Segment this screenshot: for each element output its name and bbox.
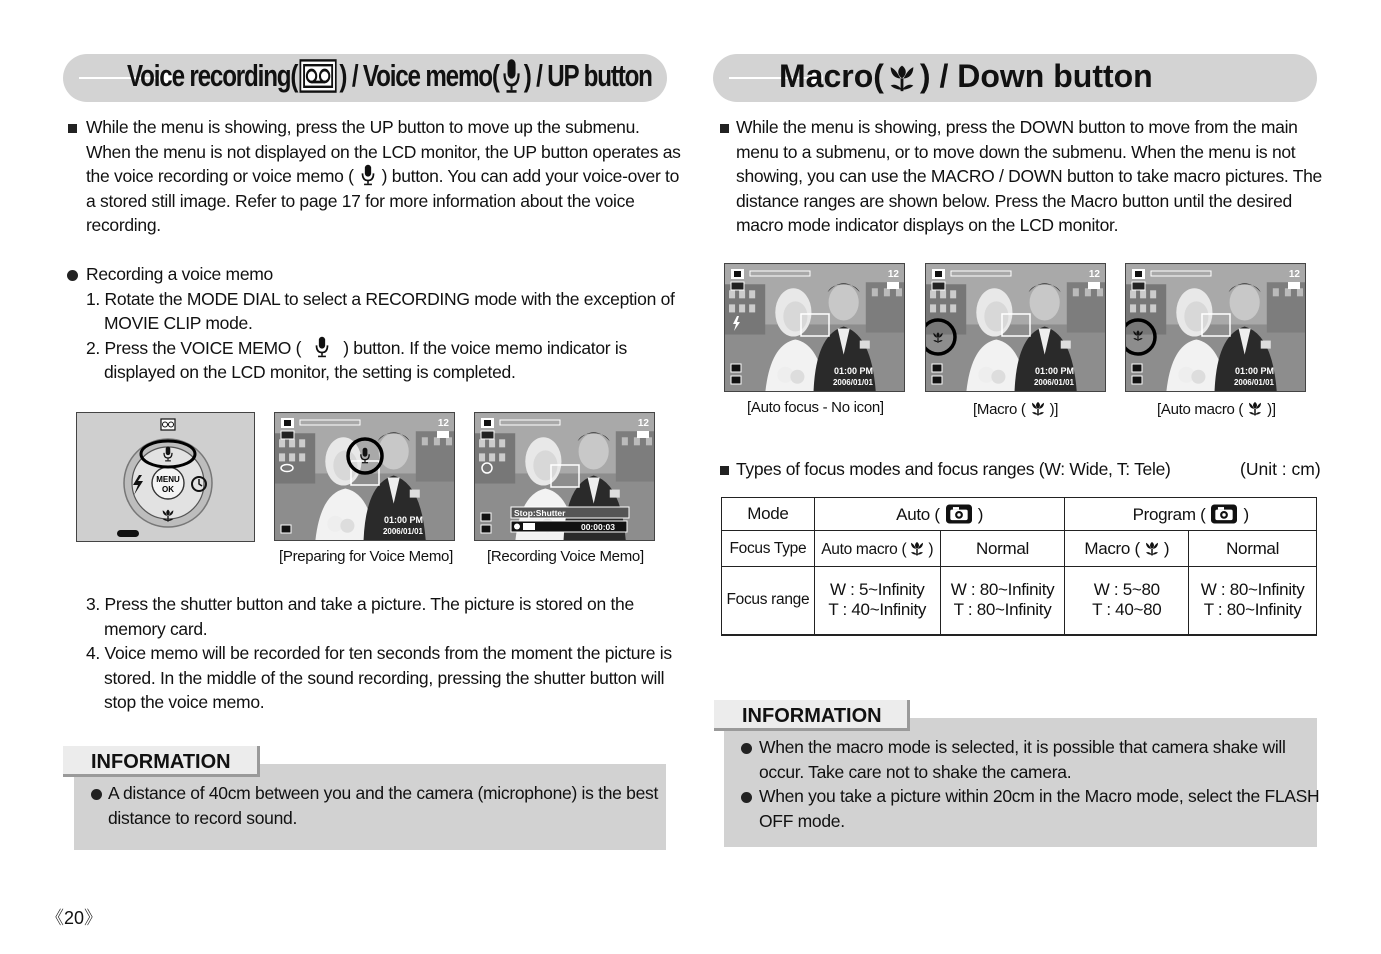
range-wide: W : 80~Infinity (950, 580, 1055, 600)
shots-remaining: 12 (437, 418, 449, 429)
auto-macro-icon (1246, 399, 1264, 417)
shots-remaining: 12 (887, 269, 899, 280)
table-cell-range (1189, 567, 1317, 635)
range-tele: T : 40~80 (1092, 600, 1162, 620)
unit-label: (Unit : cm) (1240, 459, 1321, 479)
circle-bullet (91, 789, 102, 800)
text-part: )] (1049, 401, 1059, 418)
step-2-line: displayed on the LCD monitor, the setting is completed. (104, 362, 516, 383)
lcd-time: 01:00 PM (1034, 366, 1074, 376)
step-4-line: 4. Voice memo will be recorded for ten seconds from the moment the picture is (86, 643, 672, 664)
range-wide: W : 5~Infinity (829, 580, 925, 600)
step-4-line: stop the voice memo. (104, 692, 265, 713)
table-row (722, 531, 1317, 567)
left-information-text (108, 781, 658, 830)
lcd-date: 2006/01/01 (832, 378, 873, 387)
info-line: A distance of 40cm between you and the camera (microphone) is the best (108, 783, 659, 803)
range-wide: W : 5~80 (1093, 580, 1160, 600)
table-cell-auto-macro (814, 531, 940, 567)
page-number: 《20》 (46, 908, 103, 928)
caption-auto-macro (1157, 399, 1276, 418)
microphone-icon (501, 58, 521, 94)
text-line: While the menu is showing, press the UP button to move up the submenu. (86, 117, 640, 137)
auto-macro-screen (1125, 263, 1306, 392)
text-part: [Auto macro ( (1157, 401, 1244, 418)
title-part-voice-recording: Voice recording( (127, 58, 298, 93)
stop-shutter-label: Stop:Shutter (514, 508, 566, 518)
text-line: When the menu is not displayed on the LCD monitor, the UP button operates as (86, 141, 681, 162)
auto-macro-icon (908, 539, 926, 557)
text-line: menu to a submenu, or to move down the submenu. When the menu is not (736, 141, 1296, 162)
circle-bullet (741, 792, 752, 803)
preparing-voice-memo-screen (274, 412, 455, 541)
table-cell-auto (814, 498, 1065, 531)
text-part: )] (1267, 401, 1276, 418)
table-cell-program (1065, 498, 1317, 531)
table-cell-range (1065, 567, 1189, 635)
text-line: distance ranges are shown below. Press the Macro button until the desired (736, 190, 1292, 211)
microphone-icon (311, 336, 333, 358)
step-2-line (86, 336, 675, 361)
right-information-text (759, 735, 1319, 833)
types-of-focus-line: Types of focus modes and focus ranges (W: Wide, T: Tele) (736, 459, 1171, 479)
text-part: ) button. You can add your voice-over to (381, 166, 680, 187)
caption-macro (973, 399, 1058, 418)
text-part: Program ( (1132, 504, 1206, 524)
info-line: When you take a picture within 20cm in the Macro mode, select the FLASH (759, 786, 1320, 807)
right-section-title (779, 58, 1153, 95)
text-part: ) (1163, 538, 1170, 558)
left-steps-3-4 (86, 592, 672, 715)
lcd-drawing (725, 264, 905, 392)
text-part: Macro ( (1084, 538, 1140, 558)
table-cell-normal: Normal (1189, 531, 1317, 567)
text-part: [Macro ( (973, 401, 1026, 418)
lcd-drawing (275, 413, 455, 541)
text-part: Auto ( (896, 504, 940, 524)
table-cell-focus-type: Focus Type (722, 531, 815, 567)
table-cell-macro (1065, 531, 1189, 567)
table-row (722, 498, 1317, 531)
table-cell-normal: Normal (940, 531, 1065, 567)
left-section-title (127, 58, 652, 94)
title-part-down-button: ) / Down button (919, 58, 1153, 94)
info-line: occur. Take care not to shake the camera. (759, 761, 1072, 782)
dial-ok-label: OK (162, 485, 174, 494)
lcd-time: 01:00 PM (833, 366, 873, 376)
left-intro-paragraph (86, 115, 681, 238)
table-cell-focus-range: Focus range (722, 567, 815, 635)
caption-recording-voice-memo: [Recording Voice Memo] (487, 548, 644, 565)
recording-voice-memo-screen (474, 412, 655, 541)
macro-tulip-icon (885, 60, 919, 94)
lcd-time: 01:00 PM (1234, 366, 1274, 376)
info-line: distance to record sound. (108, 807, 298, 828)
caption-preparing-voice-memo: [Preparing for Voice Memo] (279, 548, 453, 565)
step-1-line: MOVIE CLIP mode. (104, 313, 253, 334)
lcd-drawing (926, 264, 1106, 392)
left-section-header (63, 54, 667, 102)
macro-tulip-icon (1143, 539, 1161, 557)
recording-heading: Recording a voice memo (86, 264, 273, 284)
text-part: ) button. If the voice memo indicator is (343, 337, 627, 358)
square-bullet (68, 124, 77, 133)
caption-auto-focus: [Auto focus - No icon] (747, 399, 884, 416)
table-cell-range (940, 567, 1065, 635)
text-line: showing, you can use the MACRO / DOWN button to take macro pictures. The (736, 166, 1322, 187)
lcd-drawing (1126, 264, 1306, 392)
text-line: macro mode indicator displays on the LCD monitor. (736, 215, 1119, 236)
text-part: ) (928, 540, 934, 558)
square-bullet (720, 124, 729, 133)
title-part-up-button: ) / UP button (523, 58, 652, 93)
text-line (86, 164, 681, 189)
auto-focus-screen (724, 263, 905, 392)
macro-tulip-icon (1029, 399, 1047, 417)
lcd-date: 2006/01/01 (1233, 378, 1274, 387)
camera-icon (946, 504, 972, 524)
left-information-tab: INFORMATION (63, 746, 260, 777)
recording-timer: 00:00:03 (580, 522, 615, 532)
range-tele: T : 80~Infinity (953, 600, 1052, 620)
text-line: While the menu is showing, press the DOWN button to move from the main (736, 117, 1298, 137)
step-4-line: stored. In the middle of the sound recording, pressing the shutter button will (104, 667, 665, 688)
right-intro-paragraph (736, 115, 1322, 238)
microphone-icon (357, 164, 379, 186)
range-wide: W : 80~Infinity (1200, 580, 1305, 600)
focus-range-table (721, 497, 1317, 636)
step-3-line: memory card. (104, 618, 208, 639)
text-part: 2. Press the VOICE MEMO ( (86, 337, 302, 358)
dial-menu-label: MENU (156, 475, 180, 484)
recording-voice-memo-section (86, 262, 675, 385)
table-cell-range (814, 567, 940, 635)
text-part: Auto macro ( (821, 540, 907, 558)
shots-remaining: 12 (1288, 269, 1300, 280)
range-tele: T : 40~Infinity (828, 600, 927, 620)
text-line: recording. (86, 215, 161, 236)
right-section-header (713, 54, 1317, 102)
text-part: ) (1243, 504, 1249, 524)
camera-button-illustration (76, 412, 255, 542)
shots-remaining: 12 (637, 418, 649, 429)
info-line: When the macro mode is selected, it is possible that camera shake will (759, 737, 1286, 757)
table-cell-mode: Mode (722, 498, 815, 531)
circle-bullet (741, 743, 752, 754)
lcd-drawing (475, 413, 655, 541)
info-line: OFF mode. (759, 810, 845, 831)
lcd-date: 2006/01/01 (382, 527, 423, 536)
step-3-line: 3. Press the shutter button and take a picture. The picture is stored on the (86, 594, 634, 614)
lcd-date: 2006/01/01 (1033, 378, 1074, 387)
text-part: the voice recording or voice memo ( (86, 166, 354, 187)
right-information-tab: INFORMATION (714, 700, 910, 731)
circle-bullet (67, 270, 78, 281)
shots-remaining: 12 (1088, 269, 1100, 280)
table-row (722, 567, 1317, 635)
range-tele: T : 80~Infinity (1203, 600, 1302, 620)
macro-screen (925, 263, 1106, 392)
text-part: ) (977, 504, 984, 524)
title-part-voice-memo: ) / Voice memo( (339, 58, 499, 93)
step-1-line: 1. Rotate the MODE DIAL to select a RECORDING mode with the exception of (86, 288, 675, 309)
title-part-macro: Macro( (779, 58, 884, 94)
text-line: a stored still image. Refer to page 17 for more information about the voice (86, 190, 635, 211)
program-camera-icon (1211, 504, 1237, 524)
square-bullet (720, 466, 729, 475)
dial-drawing (77, 413, 255, 542)
lcd-time: 01:00 PM (383, 515, 423, 525)
voice-recording-icon (300, 59, 337, 93)
